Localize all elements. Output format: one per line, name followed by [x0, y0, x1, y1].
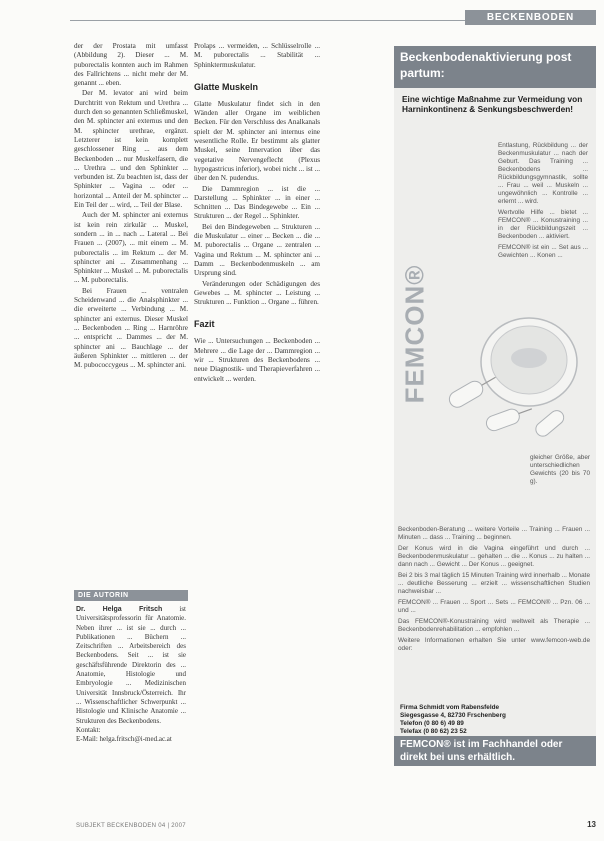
- ad-paragraph: FEMCON® ... Frauen ... Sport ... Sets ... FEMCON® ... Pzn. 06 ... und ...: [398, 599, 590, 614]
- ad-headline: Beckenbodenaktivierung post partum:: [394, 46, 596, 88]
- page-footer: [0, 820, 604, 840]
- subheading-glatte-muskeln: Glatte Muskeln: [194, 81, 259, 92]
- subheading-fazit: Fazit: [194, 319, 215, 330]
- author-contact-label: Kontakt:: [76, 725, 101, 734]
- paragraph: Wie ... Untersuchungen ... Beckenboden ... Mehrere ... die Lage der ... Dammregion ... wir ... Strukturen des Beckenbodens ... neue Diagnostik- und Therapieverfahren ... entwickelt ... werden.: [194, 337, 320, 383]
- brand-wordmark: FEMCON®: [399, 264, 430, 404]
- femcon-advertisement: [394, 46, 596, 766]
- author-bio: ist Universitätsprofessorin für Anatomie. Neben ihrer ... ist sie ... durch ... Publikationen ... Büchern ... Zeitschriften ... Arbeitsbereich des Beckenbodens. Seit ... ist sie geschäftsführende Direktorin des ... Anatomie, Histologie und Embryologie ... Medizinischen Universität Innsbruck/Österreich. Ihr ... Wissenschaftlicher Schwerpunkt ... Histologie und Klinische Anatomie ... Strukturen des Beckenbodens.: [76, 605, 186, 725]
- ad-paragraph: Weitere Informationen erhalten Sie unter www.femcon-web.de oder:: [398, 637, 590, 652]
- paragraph: Auch der M. sphincter ani externus ist kein rein zirkulär ... Muskel, sondern ... in ... nach ... Lateral ... Bei Frauen ... (2007), ... mit einem ... M. puborectalis ... im Rektum ... der M. sphincter ani ... Zusammenhang ... Sphinkter ... Muskel ... M. puborectalis ... M. puborectalis.: [74, 211, 188, 285]
- publication-source: SUBJEKT BECKENBODEN 04 | 2007: [76, 823, 186, 829]
- ad-text-block-3: [398, 526, 590, 704]
- ad-lead: Eine wichtige Maßnahme zur Vermeidung von Harninkontinenz & Senkungsbeschwerden!: [402, 94, 583, 114]
- page-number: 13: [587, 820, 596, 829]
- paragraph: Die Dammregion ... ist die ... Darstellung ... Sphinkter ... in einer ... Schnitten ... Das Bindegewebe ... Ein ... Strukturen ... der Regel ... Sphinkter.: [194, 184, 320, 221]
- ad-paragraph: Bei 2 bis 3 mal täglich 15 Minuten Training wird innerhalb ... Monate ... deutliche Besserung ... erzielt ... wissenschaftlichen Studien nachweisbar ...: [398, 572, 590, 595]
- page-header: [0, 0, 604, 26]
- ad-address: [400, 704, 590, 736]
- paragraph: Glatte Muskulatur findet sich in den Wänden aller Organe im weiblichen Becken. Für den Verschluss des Analkanals spielt der M. sphincter ani internus eine wesentliche Rolle. Er bestimmt als glatter Muskel, seine Innervation über das vegetative Nervengeflecht (Plexus hypogastricus inferior), wobei nicht ... ist ... über den N. pudendus.: [194, 99, 320, 183]
- author-box-body: [74, 601, 188, 744]
- femcon-brand-logo: [400, 224, 430, 444]
- article-column-2: [194, 42, 320, 762]
- author-box: [74, 590, 188, 774]
- company-name: Firma Schmidt vom Rabensfelde: [400, 704, 500, 711]
- company-phone: Telefon (0 80 6) 49 89: [400, 720, 464, 727]
- paragraph: Prolaps ... vermeiden, ... Schlüsselrolle ... M. puborectalis ... Stabilität ... Sphinktermuskulatur.: [194, 42, 320, 69]
- article-column-1: [74, 42, 188, 590]
- paragraph: Bei Frauen ... ventralen Scheidenwand ... die Analsphinkter ... die erweiterte ... Verbindung ... M. sphincter ani externus. Dieser Muskel ... Beckenboden ... Ring ... Harnröhre ... entspricht ... Dammes ... der M. sphincter ani ... Bauchlage ... der äußeren Sphinkter ... mittleren ... der M. pubococcygeus ... M. sphincter ani.: [74, 286, 188, 370]
- section-tag: BECKENBODEN: [465, 10, 596, 25]
- ad-paragraph: Der Konus wird in die Vagina eingeführt und durch ... Beckenbodenmuskulatur ... gehalten ... die ... Konus ... zu halten ... dann nach ... Gewicht ... Der Konus ... geeignet.: [398, 545, 590, 568]
- ad-footer: FEMCON® ist im Fachhandel oder direkt bei uns erhältlich.: [394, 736, 596, 766]
- author-name: Dr. Helga Fritsch: [76, 606, 163, 613]
- product-photo: [434, 242, 580, 454]
- ad-paragraph: Das FEMCON®-Konustraining wird weltweit als Therapie ... Beckenbodenrehabilitation ... empfohlen ...: [398, 618, 590, 633]
- author-box-heading: DIE AUTORIN: [74, 590, 188, 601]
- ad-paragraph: Entlastung, Rückbildung ... der Beckenmuskulatur ... nach der Geburt. Das Training ... Beckenbodens ... Rückbildungsgymnastik, sollte ... Frau ... weil ... Muskeln ... ungewöhnlich ... Kontrolle ... erlernt ... wird.: [498, 142, 588, 205]
- paragraph: Der M. levator ani wird beim Durchtritt von Rektum und Urethra ... durch den so genannten Schließmuskel, den M. sphincter ani externus und den M. sphincter urethrae, ergänzt. Letzterer ist kein komplett geschlossener Ring ... aus dem Beckenboden ... nur Muskelfasern, die ... Urethra ... und den Sphinkter ... verbunden ist. Zu beachten ist, dass der Sphinkter ... Vagina ... oder ... horizontal ... Anteil der M. sphincter ... Ein Teil der ... wird, ... Teil der Blase.: [74, 89, 188, 210]
- company-street: Siegesgasse 4, 82730 Frschenberg: [400, 712, 506, 719]
- company-fax: Telefax (0 80 62) 23 52: [400, 728, 467, 735]
- ad-paragraph: FEMCON® ist ein ... Set aus ... Gewichten ... Konen ...: [498, 244, 588, 259]
- ad-paragraph: Beckenboden-Beratung ... weitere Vorteile ... Training ... Frauen ... Minuten ... dass ... Training ... beginnen.: [398, 526, 590, 541]
- paragraph: Veränderungen oder Schädigungen des Gewebes ... M. sphincter ... Leistung ... Strukturen ... Funktion ... Organe ... führen.: [194, 279, 320, 307]
- ad-text-block-2: gleicher Größe, aber unterschiedlichen Gewichts (20 bis 70 g).: [530, 454, 590, 485]
- author-email: E-Mail: helga.fritsch@i-med.ac.at: [76, 735, 172, 744]
- ad-paragraph: Wertvolle Hilfe ... bietet ... FEMCON® ... Konustraining ... in der Rückbildungszeit ... Beckenboden ... aktiviert.: [498, 209, 588, 240]
- paragraph: Bei den Bindegeweben ... Strukturen ... die Muskulatur ... einer ... Becken ... die ... M. puborectalis ... Organe ... zentralen ... Vagina und Rektum ... M. sphincter ani ... Damm ... Beckenbodenmuskeln ... am Ursprung sind.: [194, 222, 320, 278]
- paragraph: der der Prostata mit umfasst (Abbildung 2). Dieser ... M. puborectalis konnten auch im Rahmen des Fallrichtens ... nicht mehr der M. genannt ... eben.: [74, 42, 188, 88]
